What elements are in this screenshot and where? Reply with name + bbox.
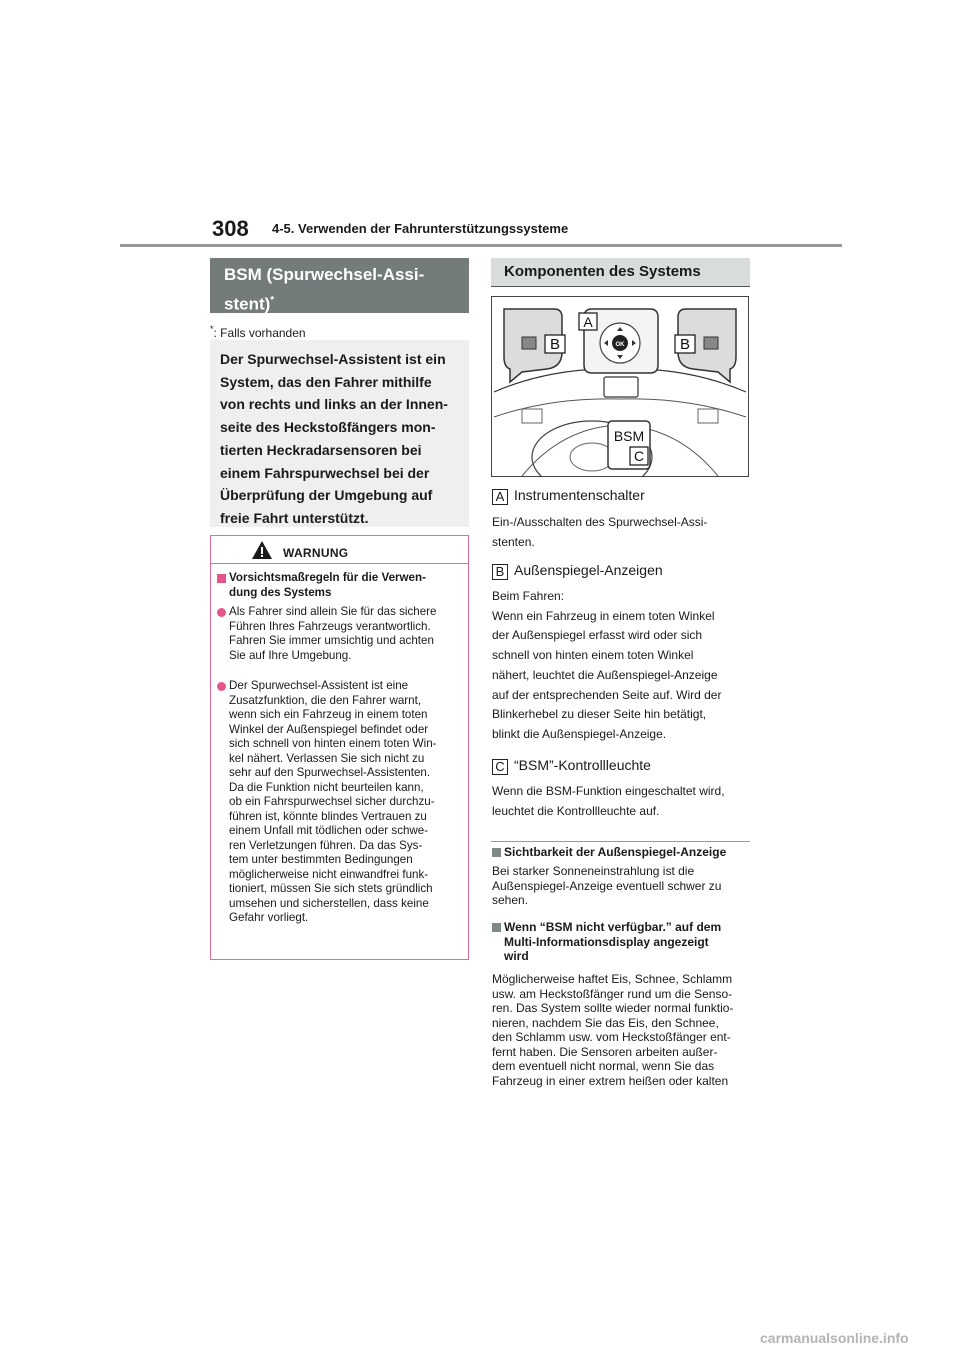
warning-line: führen ist, könnte blindes Vertrauen zu — [229, 809, 427, 823]
watermark: carmanualsonline.info — [760, 1330, 909, 1346]
warning-line: Da die Funktion nicht beurteilen kann, — [229, 780, 424, 794]
visibility-text — [492, 864, 750, 908]
square-bullet-icon — [492, 848, 501, 857]
intro-box — [210, 340, 469, 527]
body-line: Bei starker Sonneneinstrahlung ist die — [492, 864, 695, 878]
warning-line: Der Spurwechsel-Assistent ist eine — [229, 679, 409, 692]
ok-button-text: OK — [615, 342, 625, 348]
body-line: nähert, leuchtet die Außenspiegel-Anzeige — [492, 667, 718, 682]
square-bullet-icon — [492, 923, 501, 932]
body-line: Fahrzeug in einer extrem heißen oder kalten — [492, 1073, 729, 1088]
warning-line: kel nähert. Verlassen Sie sich nicht zu — [229, 751, 425, 765]
intro-line: tierten Heckradarsensoren bei — [220, 441, 422, 458]
intro-line: System, das den Fahrer mithilfe — [220, 373, 432, 390]
component-b-label — [492, 562, 663, 580]
warning-line: Als Fahrer sind allein Sie für das sichere — [229, 605, 437, 618]
warning-line: möglicherweise nicht einwandfrei funk- — [229, 867, 429, 881]
component-c-title: “BSM”-Kontrollleuchte — [514, 757, 651, 773]
badge-c: C — [492, 759, 508, 775]
warning-line: sehr auf den Spurwechsel-Assistenten. — [229, 766, 431, 779]
body-line: der Außenspiegel erfasst wird oder sich — [492, 628, 703, 643]
bsm-heading-line1: BSM (Spurwechsel-Assi- — [224, 265, 425, 284]
dashboard-drawing — [492, 297, 748, 476]
warning-line: Sie auf Ihre Umgebung. — [229, 648, 352, 662]
body-line: Wenn ein Fahrzeug in einem toten Winkel — [492, 608, 715, 623]
body-line: blinkt die Außenspiegel-Anzeige. — [492, 726, 667, 741]
footnote — [210, 324, 306, 340]
body-line: Ein-/Ausschalten des Spurwechsel-Assi- — [492, 515, 708, 529]
warning-divider — [211, 563, 468, 564]
component-b-title: Außenspiegel-Anzeigen — [514, 562, 663, 578]
body-line: fernt haben. Die Sensoren arbeiten außer- — [492, 1044, 718, 1059]
footnote-star: * — [210, 324, 214, 334]
footnote-text: : Falls vorhanden — [213, 326, 306, 340]
body-line: Blinkerhebel zu dieser Seite hin betätigt, — [492, 707, 707, 722]
section-title: 4-5. Verwenden der Fahrunterstützungssysteme — [272, 221, 569, 236]
component-a-title: Instrumentenschalter — [514, 487, 645, 503]
warning-line: ren Verletzungen führen. Da das Sys- — [229, 838, 423, 852]
warning-line: wenn sich ein Fahrzeug in einem toten — [229, 708, 428, 721]
body-line: ren. Das System sollte wieder normal funktio- — [492, 1001, 734, 1015]
header-divider — [120, 244, 842, 247]
component-b-text — [492, 587, 750, 745]
warning-box — [210, 535, 469, 960]
body-line: stenten. — [492, 534, 535, 549]
unavailable-text — [492, 972, 750, 1088]
warning-heading-line: dung des Systems — [229, 585, 332, 599]
visibility-heading-text: Sichtbarkeit der Außenspiegel-Anzeige — [504, 845, 727, 859]
component-a-label — [492, 487, 645, 505]
body-line: Beim Fahren: — [492, 589, 565, 603]
bsm-heading-star: * — [270, 295, 275, 306]
body-line: usw. am Heckstoßfänger rund um die Senso- — [492, 986, 733, 1001]
body-line: auf der entsprechenden Seite auf. Wird der — [492, 687, 722, 702]
component-c-text — [492, 782, 750, 821]
warning-line: Gefahr vorliegt. — [229, 911, 309, 924]
body-line: Möglicherweise haftet Eis, Schnee, Schlamm — [492, 972, 733, 986]
warning-title-text: WARNUNG — [283, 546, 349, 560]
intro-line: von rechts und links an der Innen- — [220, 396, 448, 413]
body-line: schnell von hinten einem toten Winkel — [492, 648, 694, 663]
figure-label-b-left: B — [549, 336, 561, 353]
warning-line: Fahren Sie immer umsichtig und achten — [229, 634, 434, 647]
body-line: dem eventuell nicht normal, wenn Sie das — [492, 1059, 715, 1073]
warning-line: Zusatzfunktion, die den Fahrer warnt, — [229, 693, 422, 707]
warning-line: tioniert, müssen Sie sich stets gründlich — [229, 882, 433, 895]
intro-line: einem Fahrspurwechsel bei der — [220, 464, 430, 481]
warning-line: Winkel der Außenspiegel befindet oder — [229, 722, 429, 736]
intro-line: Überprüfung der Umgebung auf — [220, 487, 433, 504]
component-a-text — [492, 513, 750, 552]
unavailable-heading-line: Multi-Informationsdisplay angezeigt — [504, 934, 709, 949]
unavailable-heading-line: wird — [504, 949, 529, 963]
intro-line: seite des Heckstoßfängers mon- — [220, 419, 436, 436]
bsm-indicator-text: BSM — [613, 428, 645, 444]
body-line: sehen. — [492, 893, 529, 907]
body-line: Wenn die BSM-Funktion eingeschaltet wird, — [492, 784, 725, 798]
body-line: leuchtet die Kontrollleuchte auf. — [492, 803, 660, 818]
warning-line: Führen Ihres Fahrzeugs verantwortlich. — [229, 619, 431, 633]
body-line: Außenspiegel-Anzeige eventuell schwer zu — [492, 878, 722, 893]
intro-line: freie Fahrt unterstützt. — [220, 509, 369, 526]
warning-line: umsehen und sicherstellen, dass keine — [229, 896, 429, 910]
dashboard-illustration — [491, 296, 749, 477]
warning-line: einem Unfall mit tödlichen oder schwe- — [229, 824, 429, 837]
badge-b: B — [492, 564, 508, 580]
page-number: 308 — [212, 216, 249, 241]
dot-bullet-icon — [217, 679, 226, 696]
badge-a: A — [492, 489, 508, 505]
warning-heading-line: Vorsichtsmaßregeln für die Verwen- — [229, 571, 426, 584]
components-heading: Komponenten des Systems — [491, 258, 750, 287]
intro-line: Der Spurwechsel-Assistent ist ein — [220, 351, 446, 367]
bsm-heading-line2: stent) — [224, 294, 271, 314]
component-c-label — [492, 757, 651, 775]
body-line: nieren, nachdem Sie das Eis, den Schnee, — [492, 1015, 719, 1030]
unavailable-heading-line: Wenn “BSM nicht verfügbar.” auf dem — [504, 920, 722, 934]
subsection-divider — [491, 841, 750, 842]
figure-label-b-right: B — [679, 336, 691, 353]
dot-bullet-icon — [217, 605, 226, 622]
figure-label-c: C — [633, 448, 645, 464]
figure-label-a: A — [583, 314, 593, 330]
warning-line: tem unter bestimmten Bedingungen — [229, 853, 413, 866]
square-bullet-icon — [217, 571, 226, 588]
warning-title — [231, 540, 469, 564]
bsm-heading — [210, 258, 469, 313]
warning-triangle-icon — [251, 540, 273, 560]
warning-line: sich schnell von hinten einem toten Win- — [229, 737, 437, 750]
body-line: den Schlamm usw. vom Heckstoßfänger ent- — [492, 1030, 731, 1044]
warning-line: ob ein Fahrspurwechsel sicher durchzu- — [229, 795, 435, 808]
